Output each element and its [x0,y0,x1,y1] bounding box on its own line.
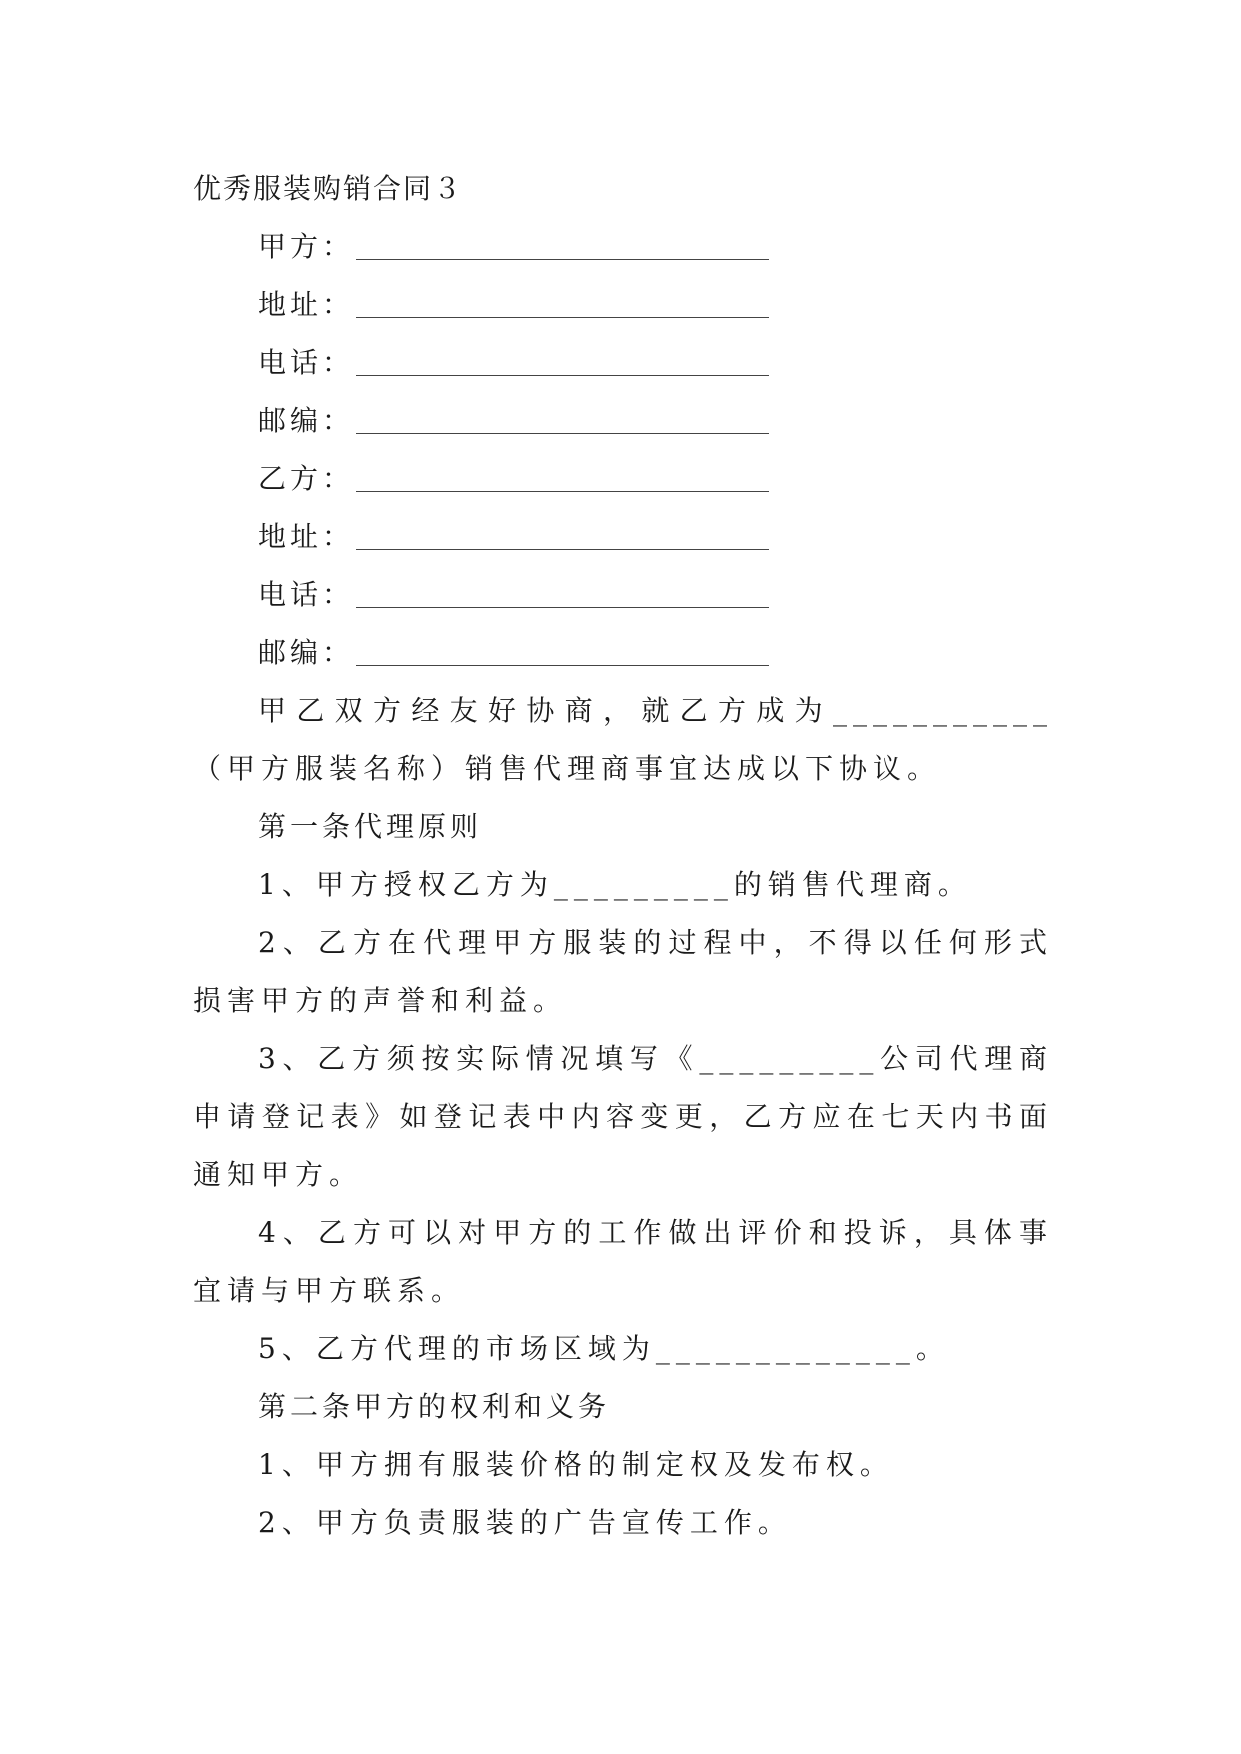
blank-line [356,285,769,318]
blank-line [356,575,769,608]
party-b-name-field [193,450,1053,508]
field-label: 电话： [258,346,355,379]
blank-line [356,343,769,376]
party-b-phone-field [193,566,1053,624]
field-label: 电话： [258,578,355,611]
field-label: 邮编： [258,636,355,669]
party-b-address-field [193,508,1053,566]
blank-line [356,633,769,666]
section-1-item-4: 4、乙方可以对甲方的工作做出评价和投诉，具体事宜请与甲方联系。 [193,1216,1053,1307]
field-label: 邮编： [258,404,355,437]
field-label: 甲方： [258,230,355,263]
party-a-phone-field [193,334,1053,392]
section-1-item-1: 1、甲方授权乙方为_________的销售代理商。 [258,868,972,901]
party-a-name-field [193,218,1053,276]
field-label: 地址： [258,288,355,321]
party-b-postcode-field [193,624,1053,682]
section-1-item-5: 5、乙方代理的市场区域为_____________。 [258,1332,950,1365]
blank-line [356,517,769,550]
intro-paragraph: 甲乙双方经友好协商，就乙方成为___________（甲方服装名称）销售代理商事宜达成以下协议。 [193,694,1053,785]
field-label: 乙方： [258,462,355,495]
document-title: 优秀服装购销合同３ [193,172,464,205]
section-2-item-2: 2、甲方负责服装的广告宣传工作。 [258,1506,792,1539]
section-2-item-1: 1、甲方拥有服装价格的制定权及发布权。 [258,1448,894,1481]
section-1-item-3: 3、乙方须按实际情况填写《_________公司代理商申请登记表》如登记表中内容变更，乙方应在七天内书面通知甲方。 [193,1042,1053,1191]
blank-line [356,227,769,260]
field-label: 地址： [258,520,355,553]
party-a-postcode-field [193,392,1053,450]
section-2-heading: 第二条甲方的权利和义务 [258,1390,611,1423]
blank-line [356,459,769,492]
contract-page [193,160,1053,1552]
party-a-address-field [193,276,1053,334]
blank-line [356,401,769,434]
section-1-heading: 第一条代理原则 [258,810,483,843]
section-1-item-2: 2、乙方在代理甲方服装的过程中，不得以任何形式损害甲方的声誉和利益。 [193,926,1053,1017]
